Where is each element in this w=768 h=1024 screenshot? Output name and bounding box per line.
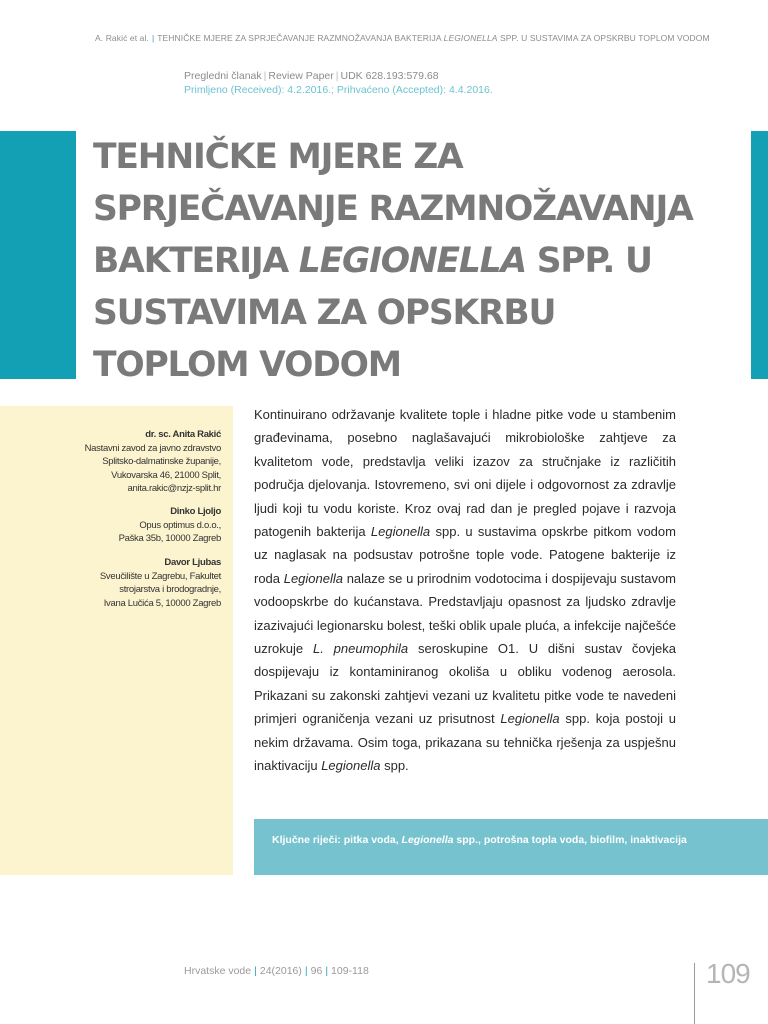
article-dates: Primljeno (Received): 4.2.2016.; Prihvaćeno (Accepted): 4.4.2016. (184, 84, 493, 96)
title-line-3-end: SPP. U (525, 241, 652, 281)
author-address-line: Ivana Lučića 5, 10000 Zagreb (103, 597, 221, 609)
title-line-3-start: BAKTERIJA (93, 241, 299, 281)
author-affiliation-line: Nastavni zavod za javno zdravstvo (84, 442, 221, 454)
keywords-italic: Legionella (401, 834, 454, 846)
udk-code: UDK 628.193:579.68 (340, 70, 439, 82)
keywords-label: Ključne riječi: pitka voda, (272, 834, 402, 846)
accent-bar-right (751, 131, 768, 379)
author-block (85, 428, 221, 496)
journal-issue: 96 (310, 965, 323, 977)
title-line-2: SPRJEČAVANJE RAZMNOŽAVANJA (93, 189, 693, 229)
author-address-line: Vukovarska 46, 21000 Split, (111, 469, 221, 481)
page-number: 109 (706, 958, 750, 989)
author-name: dr. sc. Anita Rakić (145, 429, 221, 440)
title-line-1: TEHNIČKE MJERE ZA (93, 137, 463, 177)
author-address-line: Paška 35b, 10000 Zagreb (118, 533, 221, 544)
running-header-separator: | (151, 33, 155, 43)
running-header-title: TEHNIČKE MJERE ZA SPRJEČAVANJE RAZMNOŽAVANJA BAKTERIJA (157, 33, 442, 43)
journal-name: Hrvatske vode (184, 965, 252, 977)
article-title (93, 131, 743, 391)
author-name: Dinko Ljoljo (170, 506, 221, 517)
journal-volume: 24(2016) (259, 965, 302, 977)
author-name: Davor Ljubas (164, 557, 221, 568)
title-line-3 (93, 235, 743, 287)
article-meta-type: Pregledni članak | Review Paper | UDK 628.193:579.68 (184, 70, 439, 82)
keywords-box (254, 819, 768, 875)
author-affiliation-line: Sveučilište u Zagrebu, Fakultet (99, 570, 221, 582)
author-block (100, 556, 221, 610)
page-footer: Hrvatske vode | 24(2016) | 96 | 109-118 (184, 965, 369, 977)
author-block (119, 505, 221, 546)
title-line-3-italic: LEGIONELLA (298, 241, 526, 281)
page-number-divider (694, 963, 695, 1024)
author-affiliation-line: strojarstva i brodogradnje, (119, 584, 221, 595)
author-affiliation-line: Splitsko-dalmatinske županije, (102, 456, 221, 467)
article-meta (184, 69, 493, 97)
abstract-paragraph: Kontinuirano održavanje kvalitete tople i hladne pitke vode u stambenim građevinama, posebno naglašavajući mikrobiološke zahtjeve za kvalitetom vode, predstavlja veliki izazov za stručnjake iz različitih područja djelovanja. Istovremeno, svi oni dijele i odgovornost za zdravlje ljudi koji tu vodu koriste. Kroz ovaj rad dan je pregled pojave i razvoja patogenih bakterija Legionella spp. u sustavima opskrbe pitkom vodom uz naglasak na podsustav potrošne tople vode. Patogene bakterije iz roda Legionella nalaze se u prirodnim vodotocima i dospijevaju sustavom vodoopskrbe do kućanstava. Predstavljaju opasnost za ljudsko zdravlje izazivajući legionarsku bolest, teški oblik upale pluća, a infekcije najčešće uzrokuje L. pneumophila seroskupine O1. U dišni sustav čovjeka dospijevaju iz kontaminiranog okoliša u obliku vodenog aerosola. Prikazani su zakonski zahtjevi vezani uz kvalitetu pitke vode te navedeni primjeri ograničenja vezani uz prisutnost Legionella spp. koja postoji u nekim državama. Osim toga, prikazana su tehnička rješenja za uspješnu inaktivaciju Legionella spp. (254, 407, 677, 774)
author-affiliation-line: Opus optimus d.o.o., (139, 519, 221, 531)
paper-type-hr: Pregledni članak (184, 70, 262, 82)
running-header-authors: A. Rakić et al. (95, 33, 149, 43)
paper-type-en: Review Paper (268, 70, 334, 82)
journal-pages: 109-118 (331, 965, 369, 977)
running-header-title-end: SPP. U SUSTAVIMA ZA OPSKRBU TOPLOM VODOM (500, 33, 710, 43)
running-header-title-italic: LEGIONELLA (443, 33, 498, 43)
running-header (95, 33, 755, 43)
title-line-4: SUSTAVIMA ZA OPSKRBU (93, 293, 556, 333)
accent-bar-left (0, 131, 76, 379)
authors-panel (0, 406, 233, 875)
author-email: anita.rakic@nzjz-split.hr (127, 483, 221, 494)
title-line-5: TOPLOM VODOM (93, 345, 401, 385)
abstract (254, 403, 676, 778)
keywords-rest: spp., potrošna topla voda, biofilm, inaktivacija (453, 834, 687, 846)
